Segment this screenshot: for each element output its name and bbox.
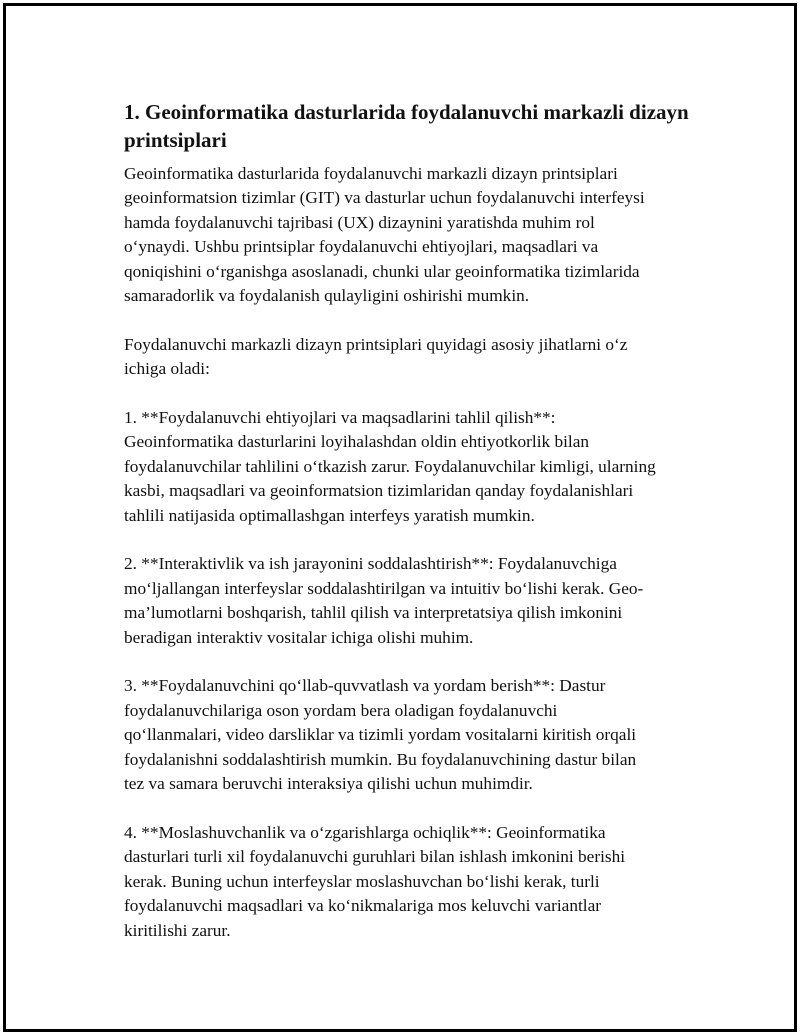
text-line: 1. **Foydalanuvchi ehtiyojlari va maqsadlarini tahlil qilish**: [124, 408, 556, 428]
text-line: foydalanuvchilariga oson yordam bera oladigan foydalanuvchi [124, 700, 558, 720]
text-line: 2. **Interaktivlik va ish jarayonini soddalashtirish**: Foydalanuvchiga [124, 554, 617, 574]
principle-2-paragraph [124, 552, 704, 650]
text-line: foydalanuvchi maqsadlari va ko‘nikmalariga mos keluvchi variantlar [124, 896, 601, 916]
text-line: mo‘ljallangan interfeyslar soddalashtirilgan va intuitiv bo‘lishi kerak. Geo- [124, 578, 644, 598]
text-line: foydalanuvchilar tahlilini o‘tkazish zarur. Foydalanuvchilar kimligi, ularning [124, 456, 656, 476]
text-line: qo‘llanmalari, video darsliklar va tizimli yordam vositalarni kiritish orqali [124, 725, 637, 745]
text-line: tahlili natijasida optimallashgan interfeys yaratish mumkin. [124, 505, 535, 525]
text-line: o‘ynaydi. Ushbu printsiplar foydalanuvchi ehtiyojlari, maqsadlari va [124, 237, 599, 257]
text-line: beradigan interaktiv vositalar ichiga olishi muhim. [124, 627, 474, 647]
page-frame [3, 3, 797, 1032]
text-line: kiritilishi zarur. [124, 920, 231, 940]
text-line: ma’lumotlarni boshqarish, tahlil qilish va interpretatsiya qilish imkonini [124, 603, 623, 623]
text-line: kasbi, maqsadlari va geoinformatsion tizimlaridan qanday foydalanishlari [124, 481, 634, 501]
text-line: geoinformatsion tizimlar (GIT) va dasturlar uchun foydalanuvchi interfeysi [124, 188, 645, 208]
title-line: printsiplari [124, 128, 227, 152]
text-line: 3. **Foydalanuvchini qo‘llab-quvvatlash va yordam berish**: Dastur [124, 676, 606, 696]
text-line: Foydalanuvchi markazli dizayn printsiplari quyidagi asosiy jihatlarni o‘z [124, 334, 628, 354]
text-line: ichiga oladi: [124, 359, 210, 379]
text-line: Geoinformatika dasturlarini loyihalashdan oldin ehtiyotkorlik bilan [124, 432, 590, 452]
text-line: hamda foydalanuvchi tajribasi (UX) dizaynini yaratishda muhim rol [124, 212, 595, 232]
principle-3-paragraph [124, 674, 704, 796]
title-line: 1. Geoinformatika dasturlarida foydalanuvchi markazli dizayn [124, 100, 689, 124]
text-line: 4. **Moslashuvchanlik va o‘zgarishlarga ochiqlik**: Geoinformatika [124, 822, 606, 842]
text-line: tez va samara beruvchi interaksiya qilishi uchun muhimdir. [124, 774, 533, 794]
intro-paragraph [124, 162, 704, 308]
text-line: kerak. Buning uchun interfeyslar moslashuvchan bo‘lishi kerak, turli [124, 871, 600, 891]
principle-4-paragraph [124, 821, 704, 943]
text-line: qoniqishini o‘rganishga asoslanadi, chunki ular geoinformatika tizimlarida [124, 261, 640, 281]
document-body [124, 98, 704, 967]
text-line: samaradorlik va foydalanish qulayligini oshirishi mumkin. [124, 286, 530, 306]
section-title [124, 98, 704, 154]
text-line: dasturlari turli xil foydalanuvchi guruhlari bilan ishlash imkonini berishi [124, 847, 626, 867]
text-line: Geoinformatika dasturlarida foydalanuvchi markazli dizayn printsiplari [124, 164, 618, 183]
text-line: foydalanishni soddalashtirish mumkin. Bu foydalanuvchining dastur bilan [124, 749, 637, 769]
principle-1-paragraph [124, 406, 704, 528]
lead-in-paragraph [124, 333, 704, 382]
